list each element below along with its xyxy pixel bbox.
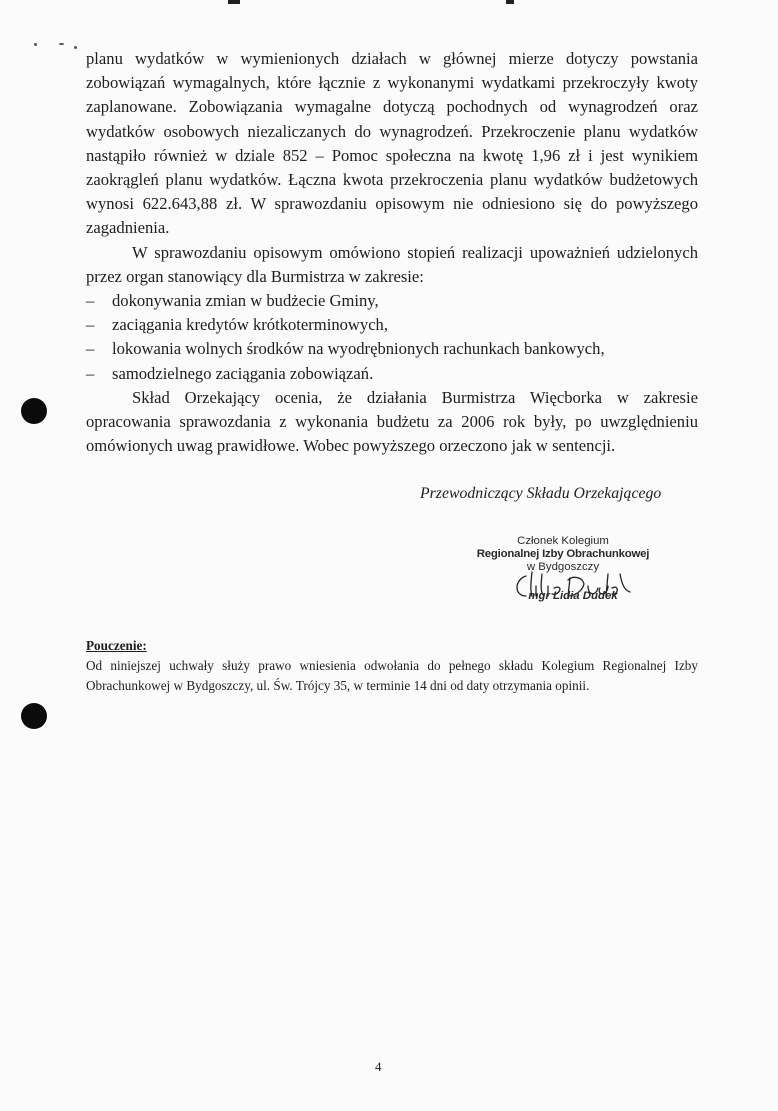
paragraph-authorizations: W sprawozdaniu opisowym omówiono stopień realizacji upoważnień udzielonych przez organ stanowiący dla Burmistrza w zakresie: [86,242,698,286]
list-item-text: lokowania wolnych środków na wyodrębnionych rachunkach bankowych, [112,339,605,359]
paragraph-conclusion: Skład Orzekający ocenia, że działania Burmistrza Więcborka w zakresie opracowania sprawozdania z wykonania budżetu za 2006 rok były, po uwzględnieniu omówionych uwag prawidłowe. Wobec powyższego orzeczono jak w sentencji. [86,387,698,456]
stamp-line-chamber: Regionalnej Izby Obrachunkowej [476,548,650,560]
stamp-name: mgr Lidia Dudek [528,590,618,602]
list-item-text: zaciągania kredytów krótkoterminowych, [112,315,389,335]
body-text [86,47,698,458]
notice-text: Od niniejszej uchwały służy prawo wniesienia odwołania do pełnego składu Kolegium Regionalnej Izby Obrachunkowej w Bydgoszczy, ul. Św. Trójcy 35, w terminie 14 dni od daty otrzymania opinii. [86,658,698,693]
punch-hole-lower [21,703,47,729]
scan-speck [74,46,77,49]
page-number: 4 [375,1059,382,1074]
punch-hole-upper [21,398,47,424]
notice-heading: Pouczenie: [86,638,147,653]
list-item [86,362,698,386]
handwritten-signature [512,566,632,602]
chair-title: Przewodniczący Składu Orzekającego [420,485,662,502]
list-dash: – [86,363,95,383]
list-item-text: samodzielnego zaciągania zobowiązań. [112,363,374,383]
list-dash: – [86,315,95,335]
scan-edge-mark [506,0,514,4]
authorizations-list [86,289,698,386]
list-item [86,337,698,361]
list-item-text: dokonywania zmian w budżecie Gminy, [112,291,379,311]
list-item [86,313,698,337]
instruction-notice [86,636,698,696]
scan-speck [34,43,37,46]
list-dash: – [86,339,95,359]
stamp-line-city: w Bydgoszczy [526,561,600,573]
scan-top-edge [0,0,778,5]
paragraph-budget-overrun: planu wydatków w wymienionych działach w głównej mierze dotyczy powstania zobowiązań wymagalnych, które łącznie z wykonanymi wydatkami przekroczyły kwoty zaplanowane. Zobowiązania wymagalne dotyczą pochodnych od wynagrodzeń oraz wydatków osobowych niezaliczanych do wynagrodzeń. Przekroczenie planu wydatków nastąpiło również w dziale 852 – Pomoc społeczna na kwotę 1,96 zł i jest wynikiem zaokrągleń planu wydatków. Łączna kwota przekroczenia planu wydatków budżetowych wynosi 622.643,88 zł. W sprawozdaniu opisowym nie odniesiono się do powyższego zagadnienia. [86,49,698,238]
stamp-line-member: Członek Kolegium [517,535,609,547]
scan-edge-mark [228,0,240,4]
list-item [86,289,698,313]
list-dash: – [86,291,95,311]
scan-speck [59,43,64,45]
